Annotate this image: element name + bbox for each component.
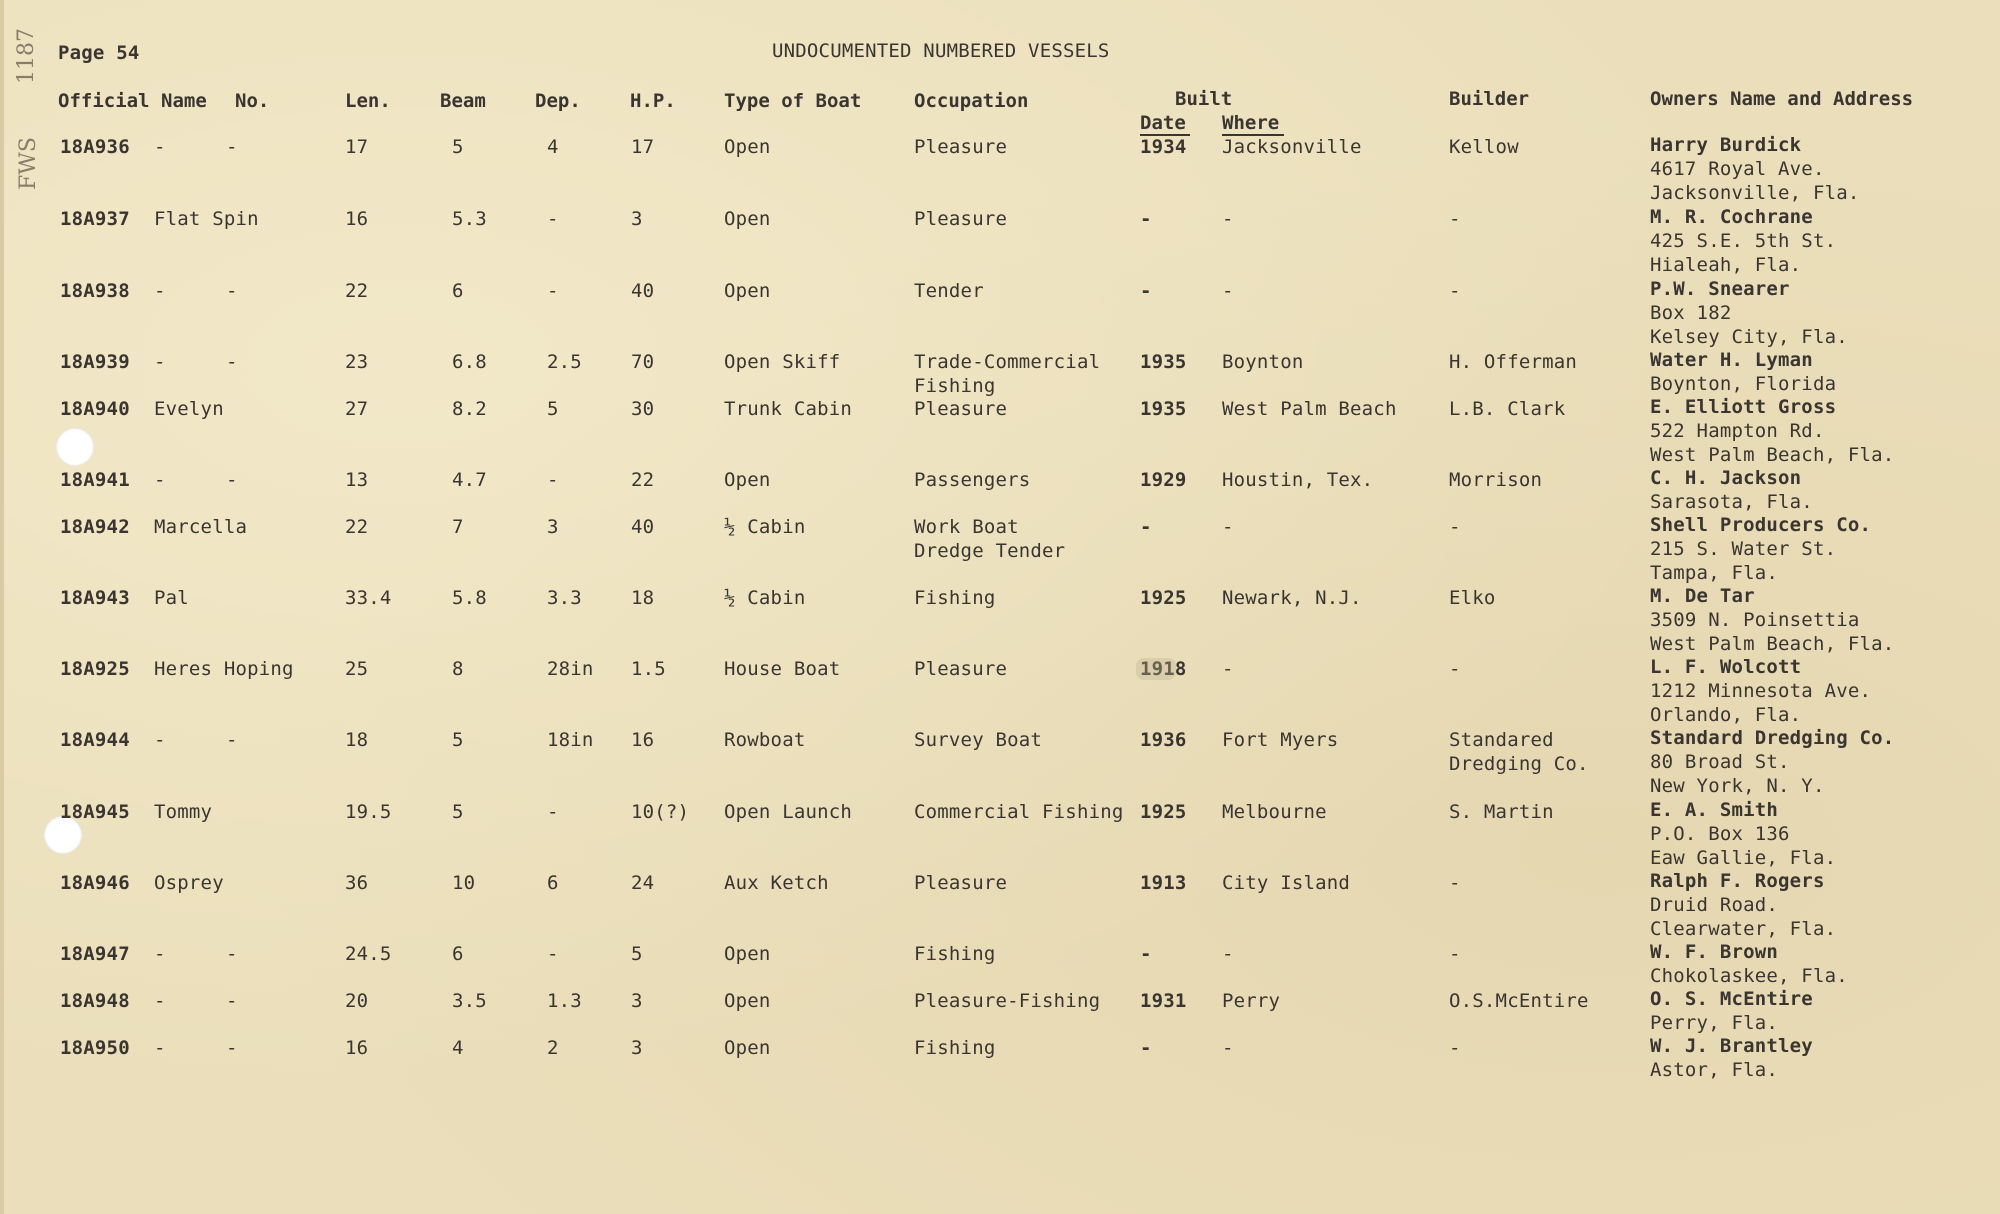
owner-line: O. S. McEntire (1650, 988, 1813, 1010)
vessel-length: 20 (345, 990, 369, 1012)
header-occupation: Occupation (914, 90, 1029, 112)
owner-line: Shell Producers Co. (1650, 514, 1872, 536)
vessel-horsepower: 40 (631, 280, 655, 302)
built-where: Newark, N.J. (1222, 587, 1362, 609)
boat-type: Open (724, 136, 771, 158)
built-where: - (1222, 943, 1234, 965)
boat-type: Trunk Cabin (724, 398, 853, 420)
vessel-depth: 3 (547, 516, 559, 538)
vessel-beam: 10 (452, 872, 476, 894)
vessel-name: Tommy (154, 801, 213, 823)
owner-line: 215 S. Water St. (1650, 538, 1837, 560)
vessel-beam: 6 (452, 943, 464, 965)
built-where: Boynton (1222, 351, 1304, 373)
vessel-depth: - (547, 469, 559, 491)
vessel-beam: 6 (452, 280, 464, 302)
vessel-beam: 3.5 (452, 990, 487, 1012)
header-builder: Builder (1449, 88, 1530, 110)
built-date: 1925 (1140, 587, 1187, 609)
built-where: - (1222, 516, 1234, 538)
vessel-horsepower: 18 (631, 587, 655, 609)
official-number: 18A950 (60, 1037, 130, 1059)
header-beam: Beam (440, 90, 486, 112)
owner-line: Orlando, Fla. (1650, 704, 1802, 726)
vessel-horsepower: 1.5 (631, 658, 666, 680)
page-label: Page 54 (58, 42, 140, 64)
vessel-no: - (226, 729, 238, 751)
owner-line: C. H. Jackson (1650, 467, 1802, 489)
vessel-length: 33.4 (345, 587, 392, 609)
official-number: 18A945 (60, 801, 130, 823)
vessel-no: - (226, 280, 238, 302)
margin-note-initials: FWS (16, 137, 41, 190)
official-number: 18A941 (60, 469, 130, 491)
vessel-depth: 3.3 (547, 587, 582, 609)
built-where: City Island (1222, 872, 1351, 894)
vessel-depth: 4 (547, 136, 559, 158)
owner-line: Astor, Fla. (1650, 1059, 1779, 1081)
vessel-depth: 6 (547, 872, 559, 894)
owner-line: M. R. Cochrane (1650, 206, 1813, 228)
builder-line: - (1449, 658, 1461, 680)
builder-line: - (1449, 516, 1461, 538)
occupation-line: Survey Boat (914, 729, 1043, 751)
owner-line: E. Elliott Gross (1650, 396, 1837, 418)
vessel-beam: 7 (452, 516, 464, 538)
owner-line: L. F. Wolcott (1650, 656, 1802, 678)
owner-line: Harry Burdick (1650, 134, 1802, 156)
vessel-no: - (226, 136, 238, 158)
official-number: 18A946 (60, 872, 130, 894)
owner-line: Hialeah, Fla. (1650, 254, 1802, 276)
owner-line: Kelsey City, Fla. (1650, 326, 1848, 348)
official-number: 18A947 (60, 943, 130, 965)
occupation-line: Pleasure (914, 658, 1008, 680)
vessel-name: - (154, 990, 166, 1012)
vessel-name: - (154, 136, 166, 158)
official-number: 18A939 (60, 351, 130, 373)
owner-line: Ralph F. Rogers (1650, 870, 1825, 892)
header-date: Date (1140, 112, 1190, 136)
built-date: 1929 (1140, 469, 1187, 491)
built-date: 1925 (1140, 801, 1187, 823)
owner-line: 3509 N. Poinsettia (1650, 609, 1860, 631)
margin-note-number: 1187 (14, 28, 39, 84)
builder-line: - (1449, 1037, 1461, 1059)
vessel-beam: 8 (452, 658, 464, 680)
occupation-line: Pleasure (914, 398, 1008, 420)
vessel-name: Heres Hoping (154, 658, 294, 680)
official-number: 18A938 (60, 280, 130, 302)
occupation-line: Pleasure (914, 136, 1008, 158)
official-number: 18A940 (60, 398, 130, 420)
owner-line: Eaw Gallie, Fla. (1650, 847, 1837, 869)
official-number: 18A936 (60, 136, 130, 158)
boat-type: Open (724, 469, 771, 491)
official-number: 18A944 (60, 729, 130, 751)
owner-line: Jacksonville, Fla. (1650, 182, 1860, 204)
vessel-depth: 2 (547, 1037, 559, 1059)
vessel-no: - (226, 469, 238, 491)
vessel-depth: - (547, 801, 559, 823)
vessel-beam: 8.2 (452, 398, 487, 420)
builder-line: H. Offerman (1449, 351, 1578, 373)
vessel-depth: 1.3 (547, 990, 582, 1012)
vessel-beam: 5 (452, 729, 464, 751)
official-number: 18A948 (60, 990, 130, 1012)
vessel-horsepower: 40 (631, 516, 655, 538)
header-built: Built (1175, 88, 1233, 110)
vessel-horsepower: 5 (631, 943, 643, 965)
built-where: Melbourne (1222, 801, 1327, 823)
built-where: - (1222, 1037, 1234, 1059)
vessel-name: Marcella (154, 516, 248, 538)
built-where: - (1222, 280, 1234, 302)
built-date: - (1140, 208, 1152, 230)
vessel-horsepower: 10(?) (631, 801, 690, 823)
header-no: No. (235, 90, 270, 112)
vessel-beam: 5.3 (452, 208, 487, 230)
vessel-length: 19.5 (345, 801, 392, 823)
built-date: - (1140, 516, 1152, 538)
vessel-beam: 6.8 (452, 351, 487, 373)
vessel-depth: - (547, 943, 559, 965)
builder-line: Dredging Co. (1449, 753, 1589, 775)
vessel-length: 16 (345, 208, 369, 230)
boat-type: Open (724, 943, 771, 965)
header-official: Official (58, 90, 150, 112)
owner-line: W. J. Brantley (1650, 1035, 1813, 1057)
vessel-no: - (226, 943, 238, 965)
vessel-beam: 5 (452, 801, 464, 823)
built-where: Perry (1222, 990, 1281, 1012)
vessel-length: 13 (345, 469, 369, 491)
built-where: - (1222, 658, 1234, 680)
built-where: Fort Myers (1222, 729, 1339, 751)
built-date: 1935 (1140, 398, 1187, 420)
vessel-depth: 2.5 (547, 351, 582, 373)
vessel-length: 16 (345, 1037, 369, 1059)
vessel-no: - (226, 990, 238, 1012)
vessel-beam: 4.7 (452, 469, 487, 491)
vessel-length: 36 (345, 872, 369, 894)
occupation-line: Fishing (914, 943, 996, 965)
owner-line: Boynton, Florida (1650, 373, 1837, 395)
built-date: - (1140, 280, 1152, 302)
header-where: Where (1222, 112, 1284, 136)
builder-line: - (1449, 872, 1461, 894)
boat-type: Open (724, 1037, 771, 1059)
owner-line: 1212 Minnesota Ave. (1650, 680, 1872, 702)
vessel-horsepower: 22 (631, 469, 655, 491)
vessel-depth: 5 (547, 398, 559, 420)
built-date: 1918 (1140, 658, 1187, 680)
built-date: - (1140, 1037, 1152, 1059)
official-number: 18A937 (60, 208, 130, 230)
vessel-length: 27 (345, 398, 369, 420)
owner-line: Druid Road. (1650, 894, 1779, 916)
owner-line: 4617 Royal Ave. (1650, 158, 1825, 180)
boat-type: Rowboat (724, 729, 806, 751)
vessel-depth: - (547, 208, 559, 230)
official-number: 18A925 (60, 658, 130, 680)
ink-smudge (1136, 658, 1176, 680)
boat-type: Aux Ketch (724, 872, 829, 894)
built-date: 1935 (1140, 351, 1187, 373)
vessel-beam: 5.8 (452, 587, 487, 609)
builder-line: Kellow (1449, 136, 1519, 158)
official-number: 18A943 (60, 587, 130, 609)
vessel-depth: 28in (547, 658, 594, 680)
vessel-name: - (154, 943, 166, 965)
occupation-line: Passengers (914, 469, 1031, 491)
boat-type: Open (724, 990, 771, 1012)
vessel-horsepower: 3 (631, 208, 643, 230)
built-where: West Palm Beach (1222, 398, 1397, 420)
occupation-line: Fishing (914, 375, 996, 397)
vessel-name: - (154, 280, 166, 302)
built-date: 1934 (1140, 136, 1187, 158)
owner-line: Water H. Lyman (1650, 349, 1813, 371)
occupation-line: Tender (914, 280, 984, 302)
vessel-horsepower: 24 (631, 872, 655, 894)
owner-line: Chokolaskee, Fla. (1650, 965, 1848, 987)
owner-line: 522 Hampton Rd. (1650, 420, 1825, 442)
vessel-depth: - (547, 280, 559, 302)
builder-line: Standared (1449, 729, 1554, 751)
boat-type: House Boat (724, 658, 841, 680)
vessel-length: 18 (345, 729, 369, 751)
boat-type: ½ Cabin (724, 516, 806, 538)
owner-line: Sarasota, Fla. (1650, 491, 1813, 513)
header-dep: Dep. (535, 90, 581, 112)
vessel-no: - (226, 1037, 238, 1059)
vessel-name: - (154, 729, 166, 751)
vessel-horsepower: 17 (631, 136, 655, 158)
page-title: UNDOCUMENTED NUMBERED VESSELS (772, 40, 1110, 62)
vessel-length: 25 (345, 658, 369, 680)
boat-type: Open (724, 280, 771, 302)
header-type: Type of Boat (724, 90, 862, 112)
builder-line: O.S.McEntire (1449, 990, 1589, 1012)
punch-hole-upper (56, 428, 94, 466)
header-len: Len. (345, 90, 391, 112)
built-date: 1936 (1140, 729, 1187, 751)
owner-line: West Palm Beach, Fla. (1650, 444, 1895, 466)
vessel-horsepower: 30 (631, 398, 655, 420)
builder-line: - (1449, 280, 1461, 302)
builder-line: - (1449, 208, 1461, 230)
vessel-name: Flat Spin (154, 208, 259, 230)
vessel-no: - (226, 351, 238, 373)
vessel-length: 24.5 (345, 943, 392, 965)
builder-line: S. Martin (1449, 801, 1554, 823)
owner-line: Tampa, Fla. (1650, 562, 1779, 584)
owner-line: 425 S.E. 5th St. (1650, 230, 1837, 252)
built-where: - (1222, 208, 1234, 230)
occupation-line: Pleasure (914, 208, 1008, 230)
vessel-length: 22 (345, 516, 369, 538)
built-date: 1913 (1140, 872, 1187, 894)
builder-line: - (1449, 943, 1461, 965)
owner-line: Standard Dredging Co. (1650, 727, 1895, 749)
official-number: 18A942 (60, 516, 130, 538)
built-date: 1931 (1140, 990, 1187, 1012)
occupation-line: Trade-Commercial (914, 351, 1101, 373)
boat-type: Open (724, 208, 771, 230)
builder-line: L.B. Clark (1449, 398, 1566, 420)
owner-line: 80 Broad St. (1650, 751, 1790, 773)
vessel-name: Evelyn (154, 398, 224, 420)
header-owner: Owners Name and Address (1650, 88, 1914, 110)
built-where: Houstin, Tex. (1222, 469, 1374, 491)
vessel-beam: 5 (452, 136, 464, 158)
owner-line: M. De Tar (1650, 585, 1755, 607)
occupation-line: Pleasure (914, 872, 1008, 894)
owner-line: New York, N. Y. (1650, 775, 1825, 797)
vessel-beam: 4 (452, 1037, 464, 1059)
vessel-name: - (154, 351, 166, 373)
occupation-line: Fishing (914, 1037, 996, 1059)
vessel-length: 17 (345, 136, 369, 158)
boat-type: Open Launch (724, 801, 853, 823)
built-date: - (1140, 943, 1152, 965)
header-hp: H.P. (630, 90, 676, 112)
vessel-horsepower: 3 (631, 990, 643, 1012)
owner-line: Box 182 (1650, 302, 1732, 324)
built-where: Jacksonville (1222, 136, 1362, 158)
occupation-line: Commercial Fishing (914, 801, 1124, 823)
vessel-horsepower: 3 (631, 1037, 643, 1059)
owner-line: W. F. Brown (1650, 941, 1779, 963)
owner-line: West Palm Beach, Fla. (1650, 633, 1895, 655)
vessel-length: 23 (345, 351, 369, 373)
occupation-line: Work Boat (914, 516, 1019, 538)
vessel-name: - (154, 469, 166, 491)
owner-line: Perry, Fla. (1650, 1012, 1779, 1034)
vessel-name: Osprey (154, 872, 224, 894)
vessel-name: Pal (154, 587, 189, 609)
builder-line: Elko (1449, 587, 1496, 609)
builder-line: Morrison (1449, 469, 1543, 491)
vessel-name: - (154, 1037, 166, 1059)
header-name: Name (161, 90, 207, 112)
vessel-length: 22 (345, 280, 369, 302)
boat-type: ½ Cabin (724, 587, 806, 609)
occupation-line: Fishing (914, 587, 996, 609)
owner-line: P.O. Box 136 (1650, 823, 1790, 845)
vessel-horsepower: 16 (631, 729, 655, 751)
occupation-line: Pleasure-Fishing (914, 990, 1101, 1012)
owner-line: Clearwater, Fla. (1650, 918, 1837, 940)
owner-line: E. A. Smith (1650, 799, 1779, 821)
boat-type: Open Skiff (724, 351, 841, 373)
owner-line: P.W. Snearer (1650, 278, 1790, 300)
vessel-depth: 18in (547, 729, 594, 751)
vessel-horsepower: 70 (631, 351, 655, 373)
page-edge (0, 0, 4, 1214)
occupation-line: Dredge Tender (914, 540, 1066, 562)
